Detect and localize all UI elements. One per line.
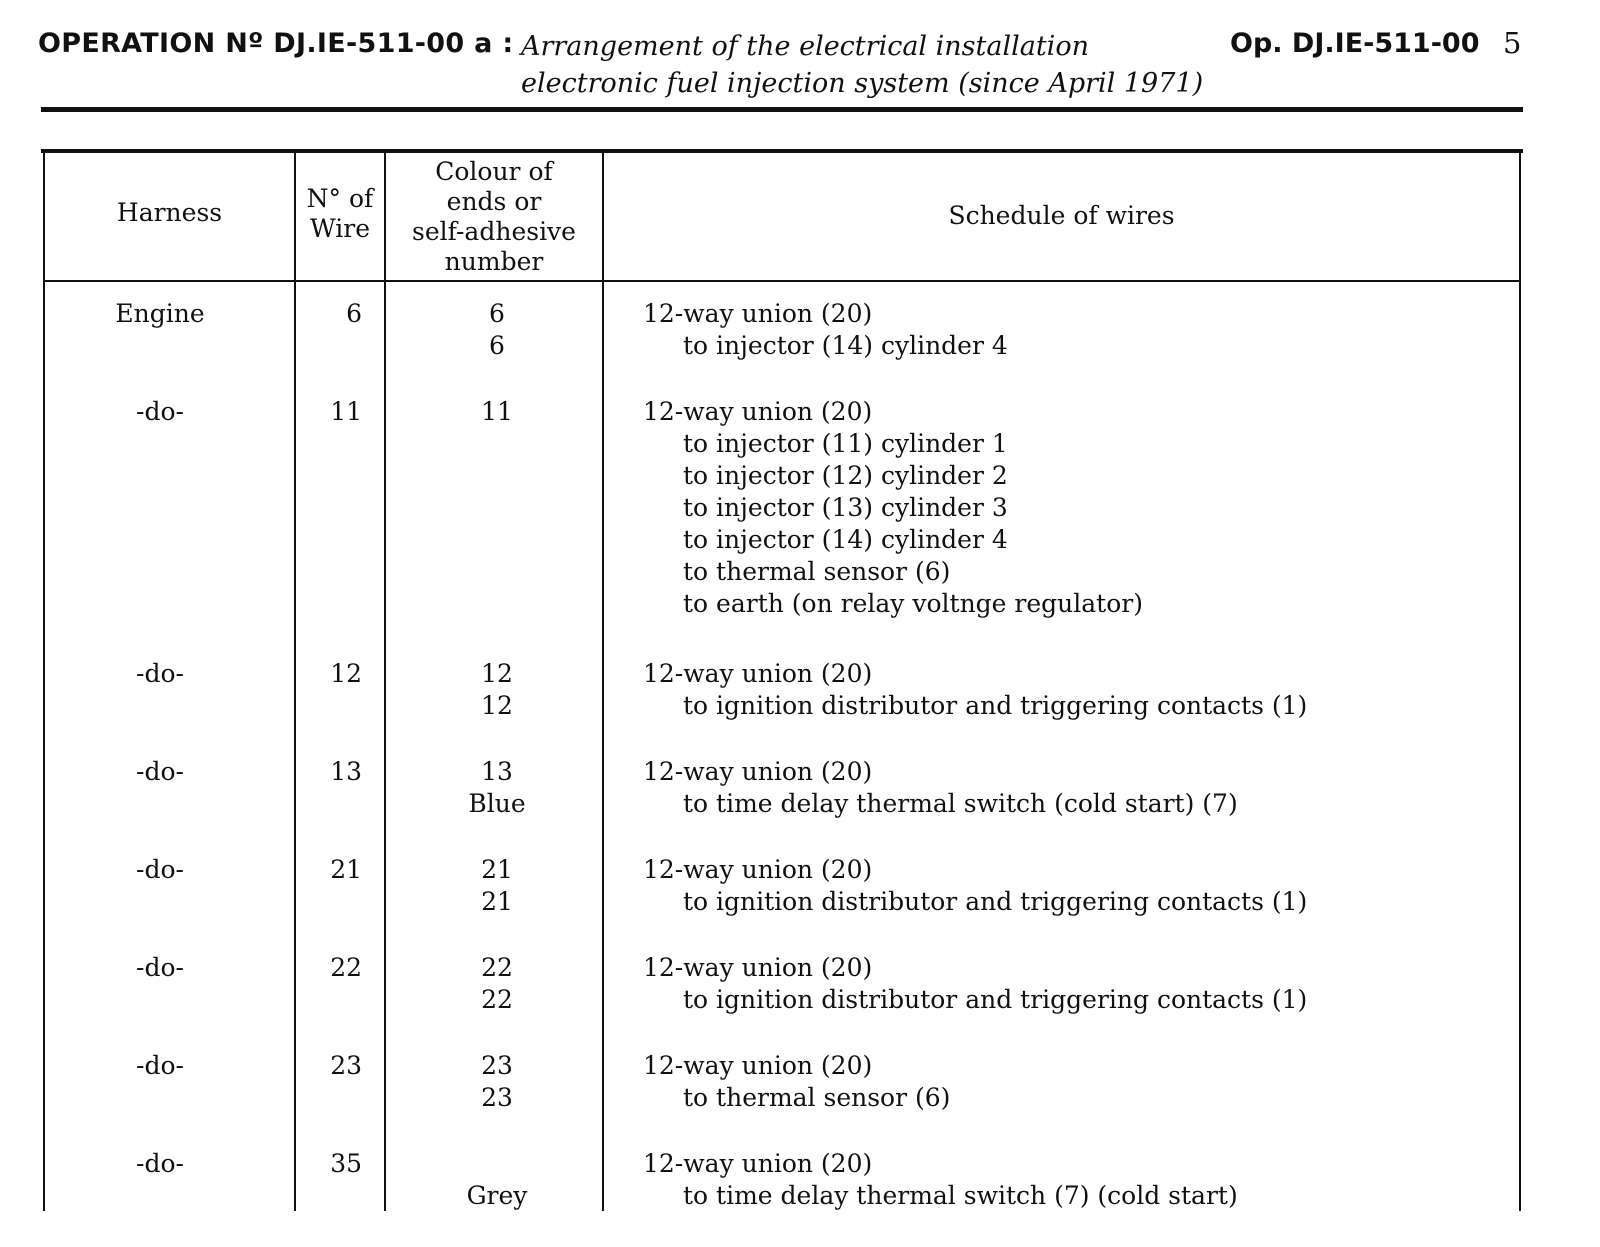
- table-border-left: [43, 151, 45, 1211]
- schedule-main-line: 12-way union (20): [643, 659, 873, 688]
- schedule-main-line: 12-way union (20): [643, 855, 873, 884]
- harness-cell: Engine: [115, 299, 205, 328]
- colour-cell: [388, 396, 606, 428]
- schedule-cell: [643, 1148, 1238, 1212]
- table-top-border: [41, 149, 1523, 153]
- harness-cell: -do-: [136, 1051, 184, 1080]
- harness-cell: -do-: [136, 953, 184, 982]
- schedule-main-line: 12-way union (20): [643, 1149, 873, 1178]
- wire-number-cell: 12: [330, 659, 362, 688]
- header-rule: [41, 107, 1523, 112]
- column-header-colour-line-1: Colour of: [435, 157, 553, 186]
- colour-value: Blue: [468, 789, 526, 818]
- schedule-main-line: 12-way union (20): [643, 757, 873, 786]
- column-header-wire: [296, 184, 384, 244]
- wire-number-cell: 13: [330, 757, 362, 786]
- colour-value: 22: [481, 953, 513, 982]
- document-title: [521, 28, 1203, 102]
- title-line-2: electronic fuel injection system (since April 1971): [521, 68, 1204, 99]
- schedule-sub-line: to time delay thermal switch (cold start) (7): [683, 789, 1238, 818]
- column-header-harness: Harness: [116, 198, 223, 227]
- colour-cell: [388, 1148, 606, 1212]
- schedule-sub-line: to injector (14) cylinder 4: [683, 331, 1008, 360]
- colour-cell: [388, 854, 606, 918]
- column-header-colour: [386, 157, 602, 277]
- column-divider-wire: [384, 151, 386, 1211]
- harness-cell: -do-: [136, 659, 184, 688]
- schedule-main-line: 12-way union (20): [643, 953, 873, 982]
- wire-number-cell: 21: [330, 855, 362, 884]
- colour-value: 13: [481, 757, 513, 786]
- wire-number-cell: 6: [346, 299, 362, 328]
- wire-number-cell: 35: [330, 1149, 362, 1178]
- colour-value: 12: [481, 659, 513, 688]
- schedule-cell: [643, 952, 1307, 1016]
- table-border-right: [1519, 151, 1521, 1211]
- title-line-1: Arrangement of the electrical installation: [521, 31, 1089, 62]
- column-divider-harness: [294, 151, 296, 1211]
- schedule-cell: [643, 756, 1238, 820]
- schedule-main-line: 12-way union (20): [643, 1051, 873, 1080]
- colour-value: 21: [481, 855, 513, 884]
- schedule-sub-line: to injector (13) cylinder 3: [683, 493, 1008, 522]
- colour-cell: [388, 1050, 606, 1114]
- schedule-main-line: 12-way union (20): [643, 299, 873, 328]
- page-number: 5: [1503, 26, 1522, 60]
- schedule-cell: [643, 854, 1307, 918]
- colour-value: 22: [481, 985, 513, 1014]
- schedule-main-line: 12-way union (20): [643, 397, 873, 426]
- schedule-sub-line: to time delay thermal switch (7) (cold start): [683, 1181, 1238, 1210]
- colour-cell: [388, 952, 606, 1016]
- harness-cell: -do-: [136, 855, 184, 884]
- colour-value: 6: [489, 331, 505, 360]
- schedule-sub-line: to thermal sensor (6): [683, 557, 951, 586]
- harness-cell: -do-: [136, 1149, 184, 1178]
- colour-value: Grey: [466, 1181, 528, 1210]
- schedule-sub-line: to ignition distributor and triggering contacts (1): [683, 691, 1308, 720]
- colour-value: 6: [489, 299, 505, 328]
- column-header-colour-line-3: self-adhesive: [412, 217, 576, 246]
- schedule-cell: [643, 658, 1307, 722]
- schedule-sub-line: to injector (12) cylinder 2: [683, 461, 1008, 490]
- colour-cell: [388, 756, 606, 820]
- colour-value: 23: [481, 1051, 513, 1080]
- colour-value: 23: [481, 1083, 513, 1112]
- schedule-sub-line: to thermal sensor (6): [683, 1083, 951, 1112]
- colour-value: 11: [481, 397, 513, 426]
- wire-number-cell: 22: [330, 953, 362, 982]
- colour-cell: [388, 658, 606, 722]
- schedule-sub-line: to earth (on relay voltnge regulator): [683, 589, 1143, 618]
- operation-label: OPERATION Nº DJ.IE-511-00 a :: [38, 28, 514, 59]
- column-header-wire-line-2: Wire: [310, 214, 370, 243]
- colour-value: [388, 1148, 606, 1180]
- schedule-cell: [643, 298, 1008, 362]
- wire-number-cell: 11: [330, 397, 362, 426]
- schedule-cell: [643, 1050, 950, 1114]
- column-header-schedule: Schedule of wires: [948, 201, 1175, 230]
- harness-cell: -do-: [136, 397, 184, 426]
- column-header-wire-line-1: N° of: [306, 184, 374, 213]
- column-header-colour-line-4: number: [444, 247, 544, 276]
- operation-reference: Op. DJ.IE-511-00: [1230, 28, 1480, 59]
- schedule-sub-line: to injector (14) cylinder 4: [683, 525, 1008, 554]
- schedule-sub-line: to injector (11) cylinder 1: [683, 429, 1008, 458]
- colour-value: 12: [481, 691, 513, 720]
- table-header-border: [43, 280, 1521, 282]
- wire-number-cell: 23: [330, 1051, 362, 1080]
- schedule-cell: [643, 396, 1143, 620]
- schedule-sub-line: to ignition distributor and triggering contacts (1): [683, 887, 1308, 916]
- schedule-sub-line: to ignition distributor and triggering contacts (1): [683, 985, 1308, 1014]
- harness-cell: -do-: [136, 757, 184, 786]
- column-header-colour-line-2: ends or: [446, 187, 542, 216]
- colour-value: 21: [481, 887, 513, 916]
- colour-cell: [388, 298, 606, 362]
